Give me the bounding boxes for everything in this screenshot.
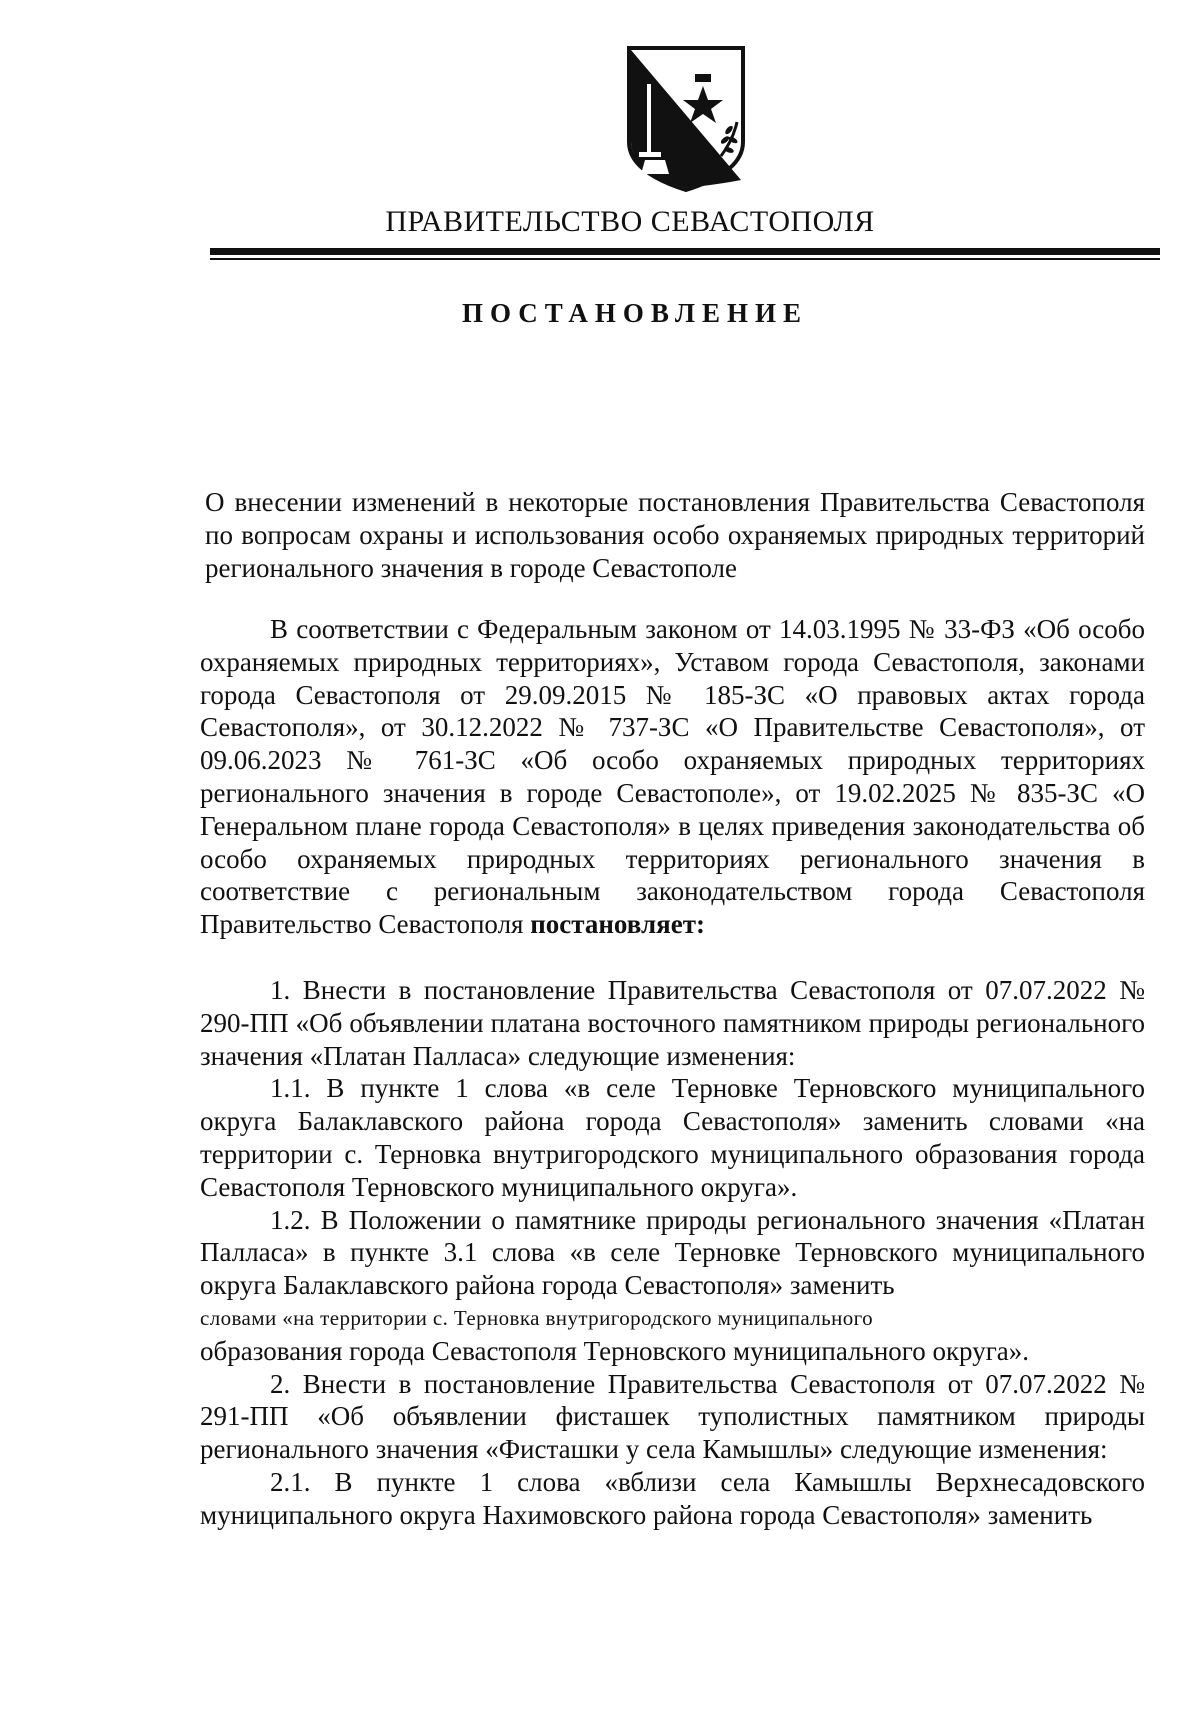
item-1-2-end-text: образования города Севастополя Терновского муниципального округа». (200, 1335, 1030, 1366)
item-2-paragraph (200, 1368, 1145, 1466)
resolution-subject-text: О внесении изменений в некоторые постановления Правительства Севастополя по вопросам охраны и использования особо охраняемых природных территорий регионального значения в городе Севастополе (205, 487, 1145, 583)
item-1-1-text: 1.1. В пункте 1 слова «в селе Терновке Терновского муниципального округа Балаклавского района города Севастополя» заменить словами «на территории с. Терновка внутригородского муниципального образования города Севастополя Терновского муниципального округа». (200, 1073, 1145, 1202)
item-1-2-continuation-paragraph (200, 1302, 1145, 1335)
document-type-text: ПОСТАНОВЛЕНИЕ (461, 298, 809, 328)
item-1-2-text: 1.2. В Положении о памятнике природы регионального значения «Платан Палласа» в пункте 3.1 слова «в селе Терновке Терновского муниципального округа Балаклавского района города Севастополя» заменить (200, 1204, 1145, 1301)
preamble-operative-word: постановляет: (530, 909, 705, 940)
item-1-text: 1. Внести в постановление Правительства Севастополя от 07.07.2022 № 290-ПП «Об объявлении платана восточного памятником природы регионального значения «Платан Палласа» следующие изменения: (200, 974, 1145, 1071)
item-2-text: 2. Внести в постановление Правительства Севастополя от 07.07.2022 № 291-ПП «Об объявлении фисташек туполистных памятником природы регионального значения «Фисташки у села Камышлы» следующие изменения: (200, 1368, 1145, 1465)
document-type-heading (0, 298, 1200, 329)
resolution-body (200, 613, 1145, 1532)
government-name (0, 205, 1200, 239)
sevastopol-coat-of-arms-icon (625, 44, 747, 194)
item-2-1-paragraph (200, 1466, 1145, 1532)
item-2-1-text: 2.1. В пункте 1 слова «вблизи села Камышлы Верхнесадовского муниципального округа Нахимовского района города Севастополя» заменить (200, 1466, 1145, 1530)
preamble-text: В соответствии с Федеральным законом от 14.03.1995 № 33-ФЗ «Об особо охраняемых природных территориях», Уставом города Севастополя, законами города Севастополя от 29.09.2015 № 185-ЗС «О правовых актах города Севастополя», от 30.12.2022 № 737-ЗС «О Правительстве Севастополя», от 09.06.2023 № 761-ЗС «Об особо охраняемых природных территориях регионального значения в городе Севастополе», от 19.02.2025 № 835-ЗС «О Генеральном плане города Севастополя» в целях приведения законодательства об особо охраняемых природных территориях регионального значения в соответствие с региональным законодательством города Севастополя Правительство Севастополя (200, 614, 1145, 940)
preamble-paragraph (200, 613, 1145, 941)
item-1-2-continuation-text: словами «на территории с. Терновка внутригородского муниципального (200, 1305, 874, 1330)
header-rule-thin (210, 258, 1160, 260)
government-name-text: ПРАВИТЕЛЬСТВО СЕВАСТОПОЛЯ (385, 205, 875, 238)
item-1-2-end-paragraph (200, 1335, 1145, 1368)
item-1-paragraph (200, 974, 1145, 1072)
resolution-subject (205, 486, 1145, 585)
header-rule-thick (210, 248, 1160, 255)
item-1-2-paragraph (200, 1204, 1145, 1302)
item-1-1-paragraph (200, 1072, 1145, 1203)
